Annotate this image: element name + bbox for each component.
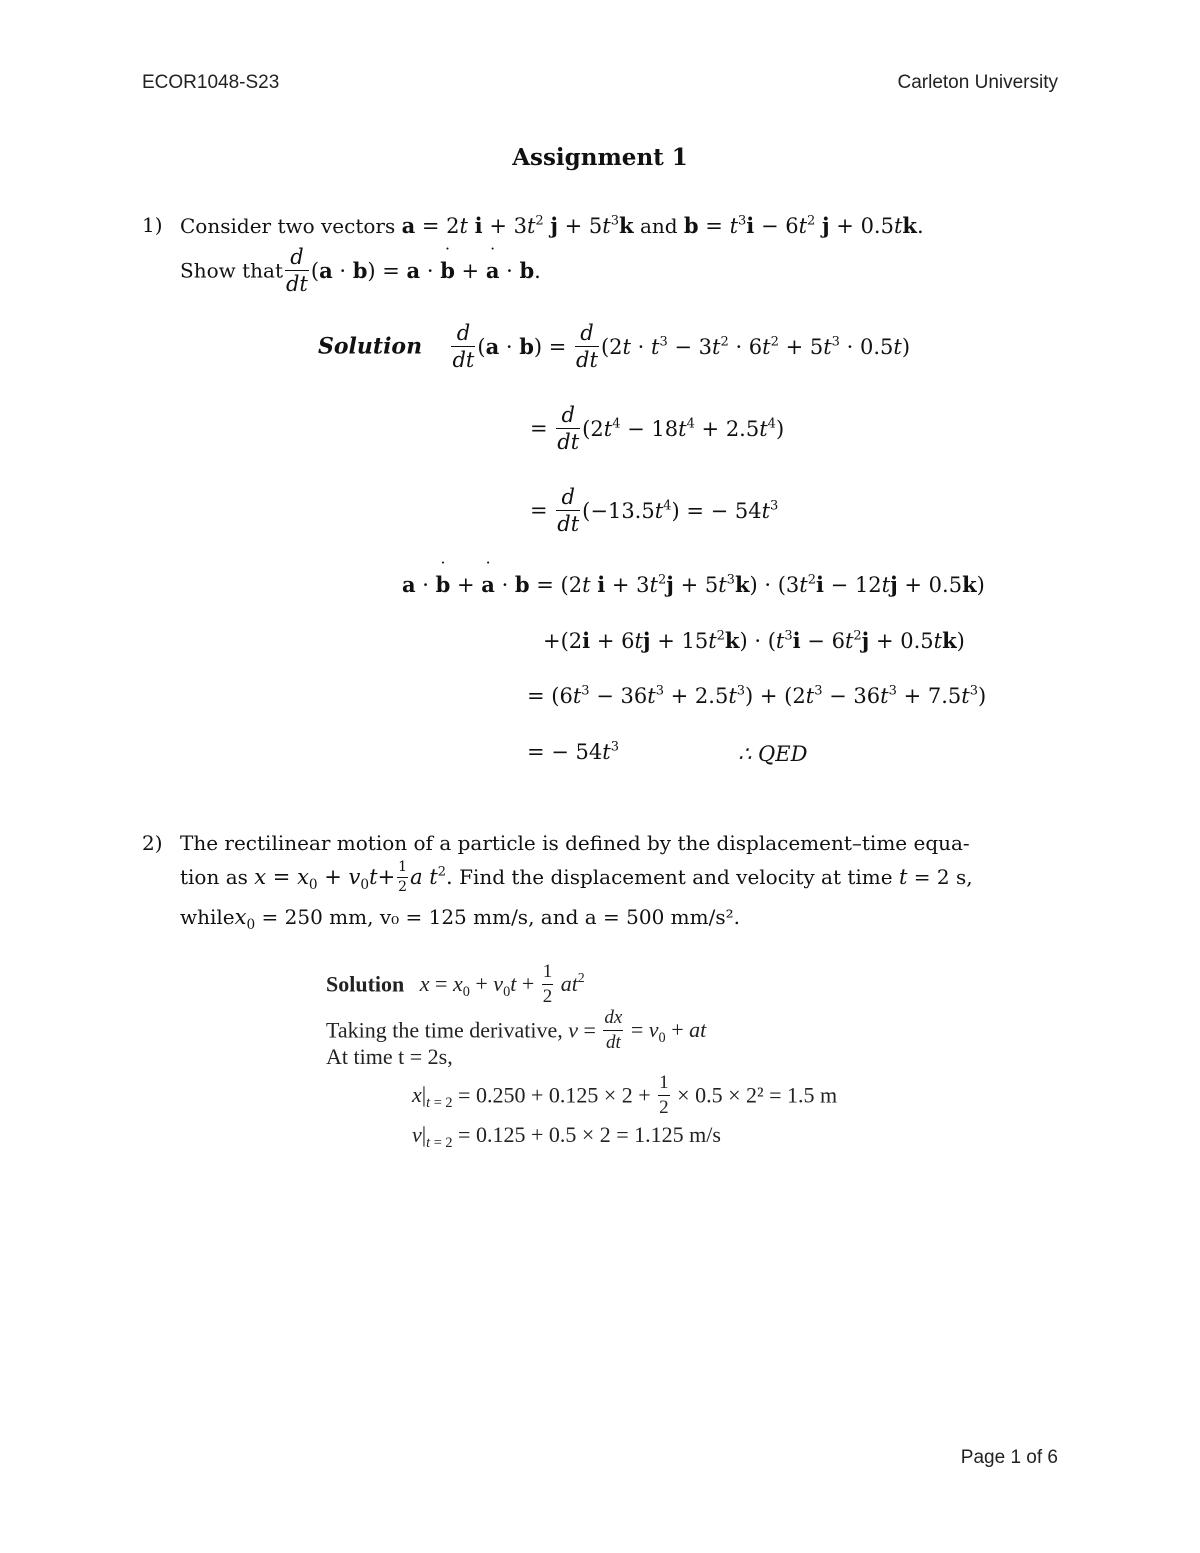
q2-line2-value: = 2 s, (913, 865, 973, 890)
q2-solution-line-4: $x|_{t = 2} = 0.250 + 0.125 \times 2$ + $\frac{1}{2}$ × 0.5 × 2² = 1.5 m (412, 1072, 838, 1118)
show-that-equation: $\frac{d}{dt}$ (a · b) = a · b ˙ + a ˙ · b. (283, 257, 541, 281)
q2-solution-line-3 (326, 1044, 453, 1070)
q1-solution-line-6: = $(6t^3 - 36t^3 + 2.5t^3) + (2t^3 - 36t^3 + 7.5t^3)$ (527, 683, 987, 708)
q2-solution-line-5: $v|_{t = 2} = 0.125 + 0.5 \times 2 = 1.125$ m/s (412, 1122, 721, 1151)
q1-solution-line-4: a · b ˙ + a ˙ · b = (2t $i + 3t^2j + 5t^3k) \cdot (3t^2i - 12tj + 0.5k)$ (402, 572, 985, 597)
q2-line2-start: tion as (180, 865, 248, 890)
question-2-number: 2) (142, 831, 163, 855)
q1-solution-line-5: $+(2i + 6tj + 15t^2k) \cdot (t^3i - 6t^2j + 0.5tk)$ (543, 628, 965, 653)
q2-solution-line-2: Taking the time derivative, v = $\frac{dx}{dt}$ = $v_0$ + at (326, 1007, 707, 1053)
question-2-line-2: tion as $x = x_0 + v_0t+$ $\frac{1}{2}$ a $t^2$. Find the displacement and velocity at time t = 2 s, (180, 859, 973, 895)
vector-b-definition: $b = t^3i - 6t^2$ j + 0.5tk. (683, 213, 924, 238)
q2-line3-start: while (180, 905, 235, 929)
question-1-intro: Consider two vectors (180, 214, 396, 238)
q1-solution-line-7: = − $54t^3$ (527, 739, 619, 764)
course-code: ECOR1048-S23 (142, 72, 280, 93)
question-1-number: 1) (142, 213, 163, 237)
show-that-label: Show that (180, 258, 283, 283)
q1-solution-line-3: = $\frac{d}{dt}$ $(-13.5t^4)$ = − $54t^3$ (530, 485, 779, 537)
institution-name: Carleton University (897, 72, 1058, 93)
q2-x-result-end: × 0.5 × 2² = 1.5 m (677, 1082, 838, 1108)
q2-at-time-text: At time (326, 1044, 393, 1069)
displacement-equation: $x = x_0 + v_0t+$ (254, 865, 396, 893)
page-title: Assignment 1 (512, 144, 688, 171)
q2-at-time-value: t = 2s, (398, 1044, 453, 1069)
q2-v-result: = 0.125 + 0.5 × 2 = 1.125 m/s (458, 1122, 721, 1147)
q2-line2-end: Find the displacement and velocity at time (459, 865, 893, 890)
question-1-and: and (639, 214, 678, 238)
q1-solution-line-2: = $\frac{d}{dt}$ $(2t^4 - 18t^4 + 2.5t^4)$ (530, 403, 785, 455)
qed-mark: ∴ QED (738, 742, 808, 766)
q2-line3-values: = 250 mm, v₀ = 125 mm/s, and a = 500 mm/s². (261, 905, 740, 929)
q2-x-result: = 0.250 + 0.125 × 2 + (458, 1082, 651, 1108)
vector-a-definition: a = 2t $i + 3t^2$ $j + 5t^3k$ (401, 213, 634, 238)
question-2-line-3: whilex$_0$ = 250 mm, v₀ = 125 mm/s, and a = 500 mm/s². (180, 905, 740, 933)
question-1-show-that (180, 246, 541, 295)
q2-solution-label: Solution (326, 971, 405, 997)
q1-solution-label: Solution (318, 333, 423, 360)
question-1-statement (180, 213, 924, 238)
q2-solution-line-1: Solution $x = x_0 + v_0t$ + $\frac{1}{2}$ $at^2$ (326, 961, 585, 1007)
page-number: Page 1 of 6 (960, 1447, 1058, 1468)
question-2-line-1: The rectilinear motion of a particle is defined by the displacement–time equa- (180, 831, 970, 855)
q1-solution-line-1: Solution $\frac{d}{dt}$ (a · b) = $\frac{d}{dt}$ $(2t \cdot t^3 - 3t^2 \cdot 6t^2 + 5t^3 \cdot 0.5t)$ (318, 321, 911, 373)
q2-taking-text: Taking the time derivative, (326, 1017, 563, 1043)
